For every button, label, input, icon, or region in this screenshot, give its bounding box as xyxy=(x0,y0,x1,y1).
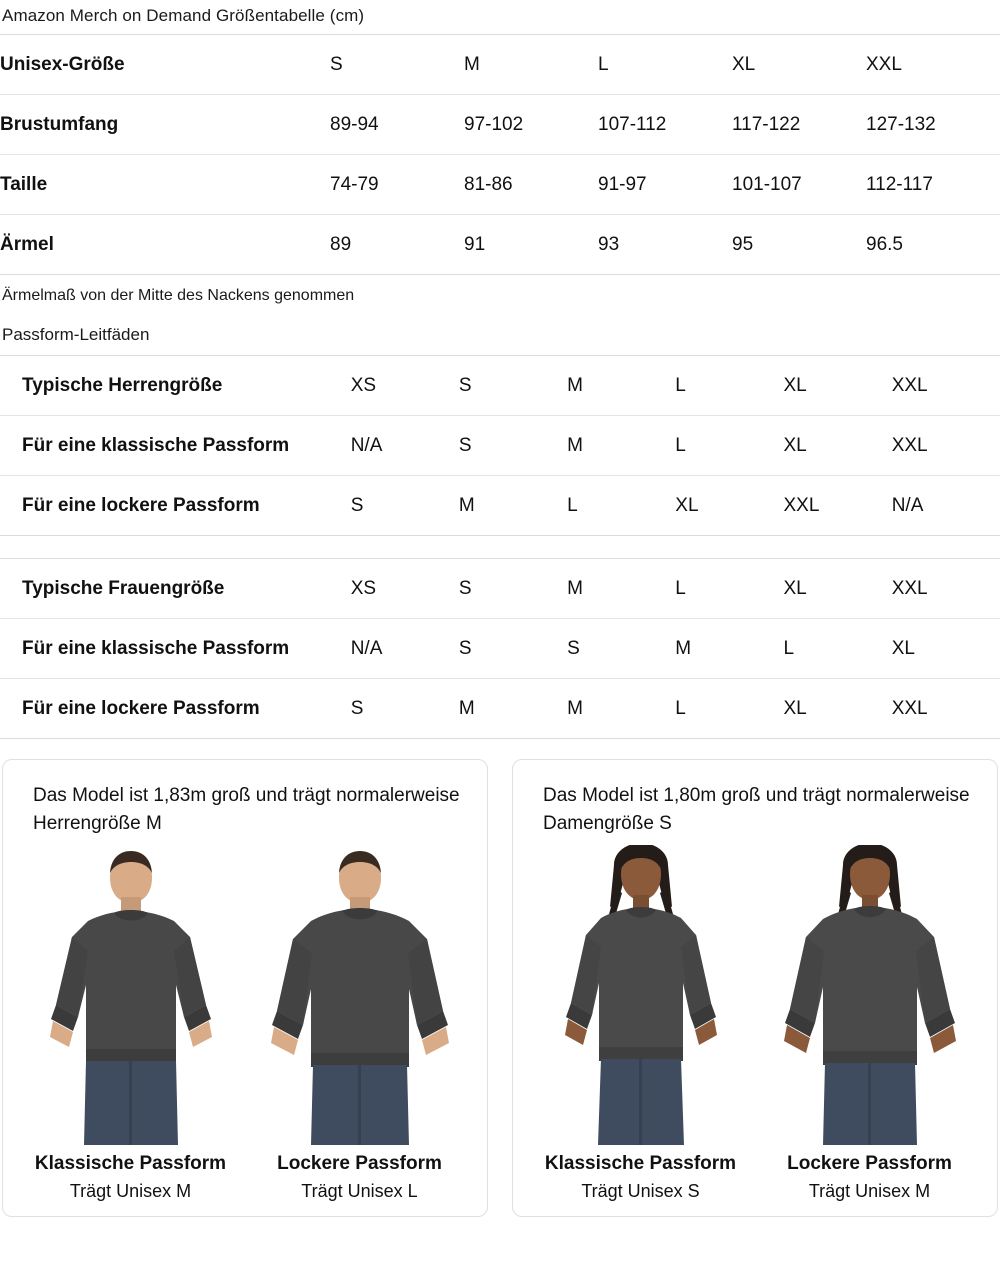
model-loose-fit xyxy=(760,845,979,1202)
cell-value: M xyxy=(458,494,475,516)
table-row xyxy=(0,155,1000,215)
cell-value: 91-97 xyxy=(598,155,732,215)
table-row xyxy=(0,619,1000,679)
cell-value: XL xyxy=(784,356,892,416)
cell-value: S xyxy=(459,619,567,679)
cell-value: 101-107 xyxy=(732,155,866,215)
mens-fit-table xyxy=(0,355,1000,536)
model-card-womens xyxy=(512,759,998,1217)
table-row xyxy=(0,476,1000,536)
cell-value: 93 xyxy=(598,233,620,255)
model-loose-fit xyxy=(250,845,469,1202)
cell-value: N/A xyxy=(351,416,459,476)
male-classic-fit-illustration xyxy=(26,845,236,1145)
cell-value: 74-79 xyxy=(330,155,464,215)
row-label: Für eine lockere Passform xyxy=(22,697,260,719)
fit-guides-title: Passform-Leitfäden xyxy=(2,325,150,344)
model-cards xyxy=(0,739,1000,1217)
row-label: Brustumfang xyxy=(0,95,330,155)
table-row xyxy=(0,679,1000,739)
cell-value: XS xyxy=(351,356,459,416)
model-fit-label: Lockere Passform xyxy=(277,1153,442,1175)
cell-value: 127-132 xyxy=(866,95,1000,155)
cell-value: XL xyxy=(892,619,1000,679)
table-row xyxy=(0,559,1000,619)
model-wears-label: Trägt Unisex L xyxy=(301,1181,418,1202)
cell-value: N/A xyxy=(351,619,459,679)
row-label: Typische Herrengröße xyxy=(0,356,351,416)
cell-value: XXL xyxy=(892,356,1000,416)
cell-value: XL xyxy=(784,559,892,619)
column-header-m: M xyxy=(464,35,598,95)
cell-value: L xyxy=(567,494,578,516)
womens-fit-table xyxy=(0,558,1000,739)
cell-value: 117-122 xyxy=(732,95,866,155)
female-classic-fit-illustration xyxy=(536,845,746,1145)
cell-value: S xyxy=(459,559,567,619)
model-photo-female-classic xyxy=(531,845,750,1145)
cell-value: 89 xyxy=(330,233,352,255)
measurement-table xyxy=(0,34,1000,275)
cell-value: XXL xyxy=(891,697,928,719)
cell-value: XXL xyxy=(892,416,1000,476)
model-card-mens xyxy=(2,759,488,1217)
model-card-title: Das Model ist 1,80m groß und trägt normalerweise Damengröße S xyxy=(543,785,970,834)
model-figures xyxy=(21,845,469,1202)
row-label: Für eine lockere Passform xyxy=(22,494,260,516)
model-wears-label: Trägt Unisex S xyxy=(581,1181,700,1202)
row-label: Ärmel xyxy=(0,233,54,255)
model-card-title: Das Model ist 1,83m groß und trägt normalerweise Herrengröße M xyxy=(33,785,460,834)
column-header-size: Unisex-Größe xyxy=(0,35,330,95)
model-photo-female-loose xyxy=(760,845,979,1145)
cell-value: XL xyxy=(783,697,807,719)
model-classic-fit xyxy=(21,845,240,1202)
cell-value: XXL xyxy=(892,559,1000,619)
cell-value: M xyxy=(567,416,675,476)
cell-value: M xyxy=(675,619,783,679)
model-fit-label: Klassische Passform xyxy=(34,1153,227,1175)
cell-value: 112-117 xyxy=(866,155,1000,215)
cell-value: 91 xyxy=(464,233,486,255)
column-header-l: L xyxy=(598,35,732,95)
cell-value: N/A xyxy=(891,494,924,516)
cell-value: XXL xyxy=(783,494,820,516)
cell-value: L xyxy=(675,697,686,719)
cell-value: XL xyxy=(784,416,892,476)
cell-value: M xyxy=(458,697,475,719)
model-photo-male-classic xyxy=(21,845,240,1145)
cell-value: XL xyxy=(675,494,699,516)
cell-value: S xyxy=(459,356,567,416)
table-row xyxy=(0,416,1000,476)
cell-value: M xyxy=(567,559,675,619)
cell-value: 107-112 xyxy=(598,95,732,155)
cell-value: S xyxy=(459,416,567,476)
cell-value: 96.5 xyxy=(866,233,903,255)
cell-value: M xyxy=(567,356,675,416)
model-wears-label: Trägt Unisex M xyxy=(69,1181,192,1202)
cell-value: 81-86 xyxy=(464,155,598,215)
cell-value: L xyxy=(675,559,783,619)
model-fit-label: Lockere Passform xyxy=(787,1153,952,1175)
table-row xyxy=(0,356,1000,416)
row-label: Für eine klassische Passform xyxy=(0,619,351,679)
model-wears-label: Trägt Unisex M xyxy=(808,1181,931,1202)
column-header-xxl: XXL xyxy=(866,35,1000,95)
cell-value: L xyxy=(675,356,783,416)
cell-value: S xyxy=(350,697,364,719)
row-label: Typische Frauengröße xyxy=(0,559,351,619)
cell-value: 89-94 xyxy=(330,95,464,155)
model-figures xyxy=(531,845,979,1202)
column-header-xl: XL xyxy=(732,35,866,95)
table-row-header xyxy=(0,35,1000,95)
model-fit-label: Klassische Passform xyxy=(544,1153,737,1175)
cell-value: M xyxy=(567,697,583,719)
table-spacer xyxy=(0,536,1000,558)
model-photo-male-loose xyxy=(250,845,469,1145)
cell-value: 97-102 xyxy=(464,95,598,155)
male-loose-fit-illustration xyxy=(255,845,465,1145)
row-label: Für eine klassische Passform xyxy=(0,416,351,476)
table-row xyxy=(0,215,1000,275)
cell-value: S xyxy=(567,619,675,679)
cell-value: L xyxy=(784,619,892,679)
sleeve-measurement-note: Ärmelmaß von der Mitte des Nackens genommen xyxy=(2,287,355,304)
cell-value: S xyxy=(350,494,364,516)
cell-value: 95 xyxy=(732,233,754,255)
column-header-s: S xyxy=(330,35,464,95)
cell-value: XS xyxy=(351,559,459,619)
cell-value: L xyxy=(675,416,783,476)
model-classic-fit xyxy=(531,845,750,1202)
table-row xyxy=(0,95,1000,155)
row-label: Taille xyxy=(0,155,330,215)
female-loose-fit-illustration xyxy=(765,845,975,1145)
page-title: Amazon Merch on Demand Größentabelle (cm) xyxy=(2,6,365,25)
